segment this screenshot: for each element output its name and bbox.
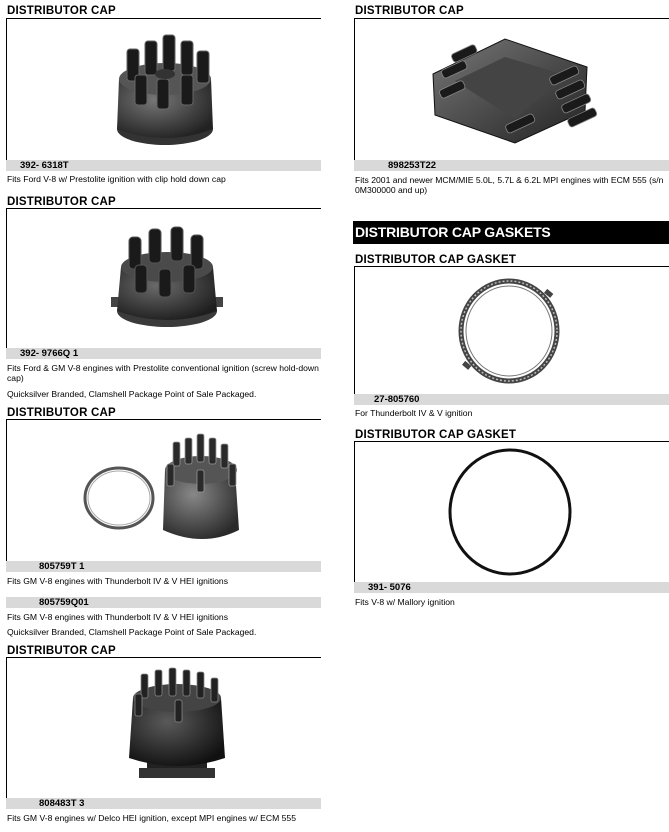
part-number: 808483T 3 (39, 798, 85, 809)
delco-hei-cap-photo (7, 658, 322, 799)
part-description: Fits GM V-8 engines with Thunderbolt IV & V HEI ignitions (7, 612, 228, 622)
part-number: 392- 6318T (20, 160, 69, 171)
part-number-bar (6, 160, 321, 171)
part-number: 805759Q01 (39, 597, 89, 608)
part-description: Fits GM V-8 engines w/ Delco HEI ignition, except MPI engines w/ ECM 555 (7, 813, 296, 823)
section-title: DISTRIBUTOR CAP (7, 645, 116, 657)
part-number-bar (354, 394, 669, 405)
part-description: Fits V-8 w/ Mallory ignition (355, 597, 455, 607)
o-ring-gasket-photo (355, 442, 669, 583)
part-description: Fits Ford V-8 w/ Prestolite ignition with clip hold down cap (7, 174, 226, 184)
part-number-bar (354, 582, 669, 593)
section-title: DISTRIBUTOR CAP (7, 196, 116, 208)
part-description: Fits 2001 and newer MCM/MIE 5.0L, 5.7L & 6.2L MPI engines with ECM 555 (s/n 0M300000 and up) (355, 175, 664, 195)
part-number-bar (354, 160, 669, 171)
product-image-frame (354, 18, 669, 160)
prestolite-distributor-cap-photo (7, 209, 322, 349)
flat-gasket-photo (355, 267, 669, 396)
product-image-frame (6, 208, 321, 348)
product-image-frame (6, 18, 321, 160)
ford-v8-distributor-cap-photo (7, 19, 322, 161)
part-number-bar (6, 597, 321, 608)
part-number: 27-805760 (374, 394, 420, 405)
part-number-bar (6, 561, 321, 572)
part-description: Fits GM V-8 engines with Thunderbolt IV & V HEI ignitions (7, 576, 228, 586)
product-image-frame (6, 657, 321, 798)
section-title: DISTRIBUTOR CAP (7, 5, 116, 17)
product-image-frame (6, 419, 321, 561)
part-description: Fits Ford & GM V-8 engines with Prestolite conventional ignition (screw hold-down cap) (7, 363, 319, 383)
section-title: DISTRIBUTOR CAP GASKET (355, 254, 517, 266)
part-number: 391- 5076 (368, 582, 411, 593)
part-number-bar (6, 798, 321, 809)
part-number: 898253T22 (388, 160, 437, 171)
part-number-bar (6, 348, 321, 359)
category-heading: DISTRIBUTOR CAP GASKETS (353, 221, 669, 244)
mpi-distributor-cap-photo (355, 19, 669, 161)
part-note: Quicksilver Branded, Clamshell Package Point of Sale Packaged. (7, 389, 257, 399)
part-number: 392- 9766Q 1 (20, 348, 79, 359)
hei-cap-with-gasket-photo (7, 420, 322, 562)
section-title: DISTRIBUTOR CAP GASKET (355, 429, 517, 441)
section-title: DISTRIBUTOR CAP (7, 407, 116, 419)
part-note: Quicksilver Branded, Clamshell Package Point of Sale Packaged. (7, 627, 257, 637)
part-number: 805759T 1 (39, 561, 85, 572)
product-image-frame (354, 441, 669, 582)
product-image-frame (354, 266, 669, 395)
section-title: DISTRIBUTOR CAP (355, 5, 464, 17)
part-description: For Thunderbolt IV & V ignition (355, 408, 473, 418)
